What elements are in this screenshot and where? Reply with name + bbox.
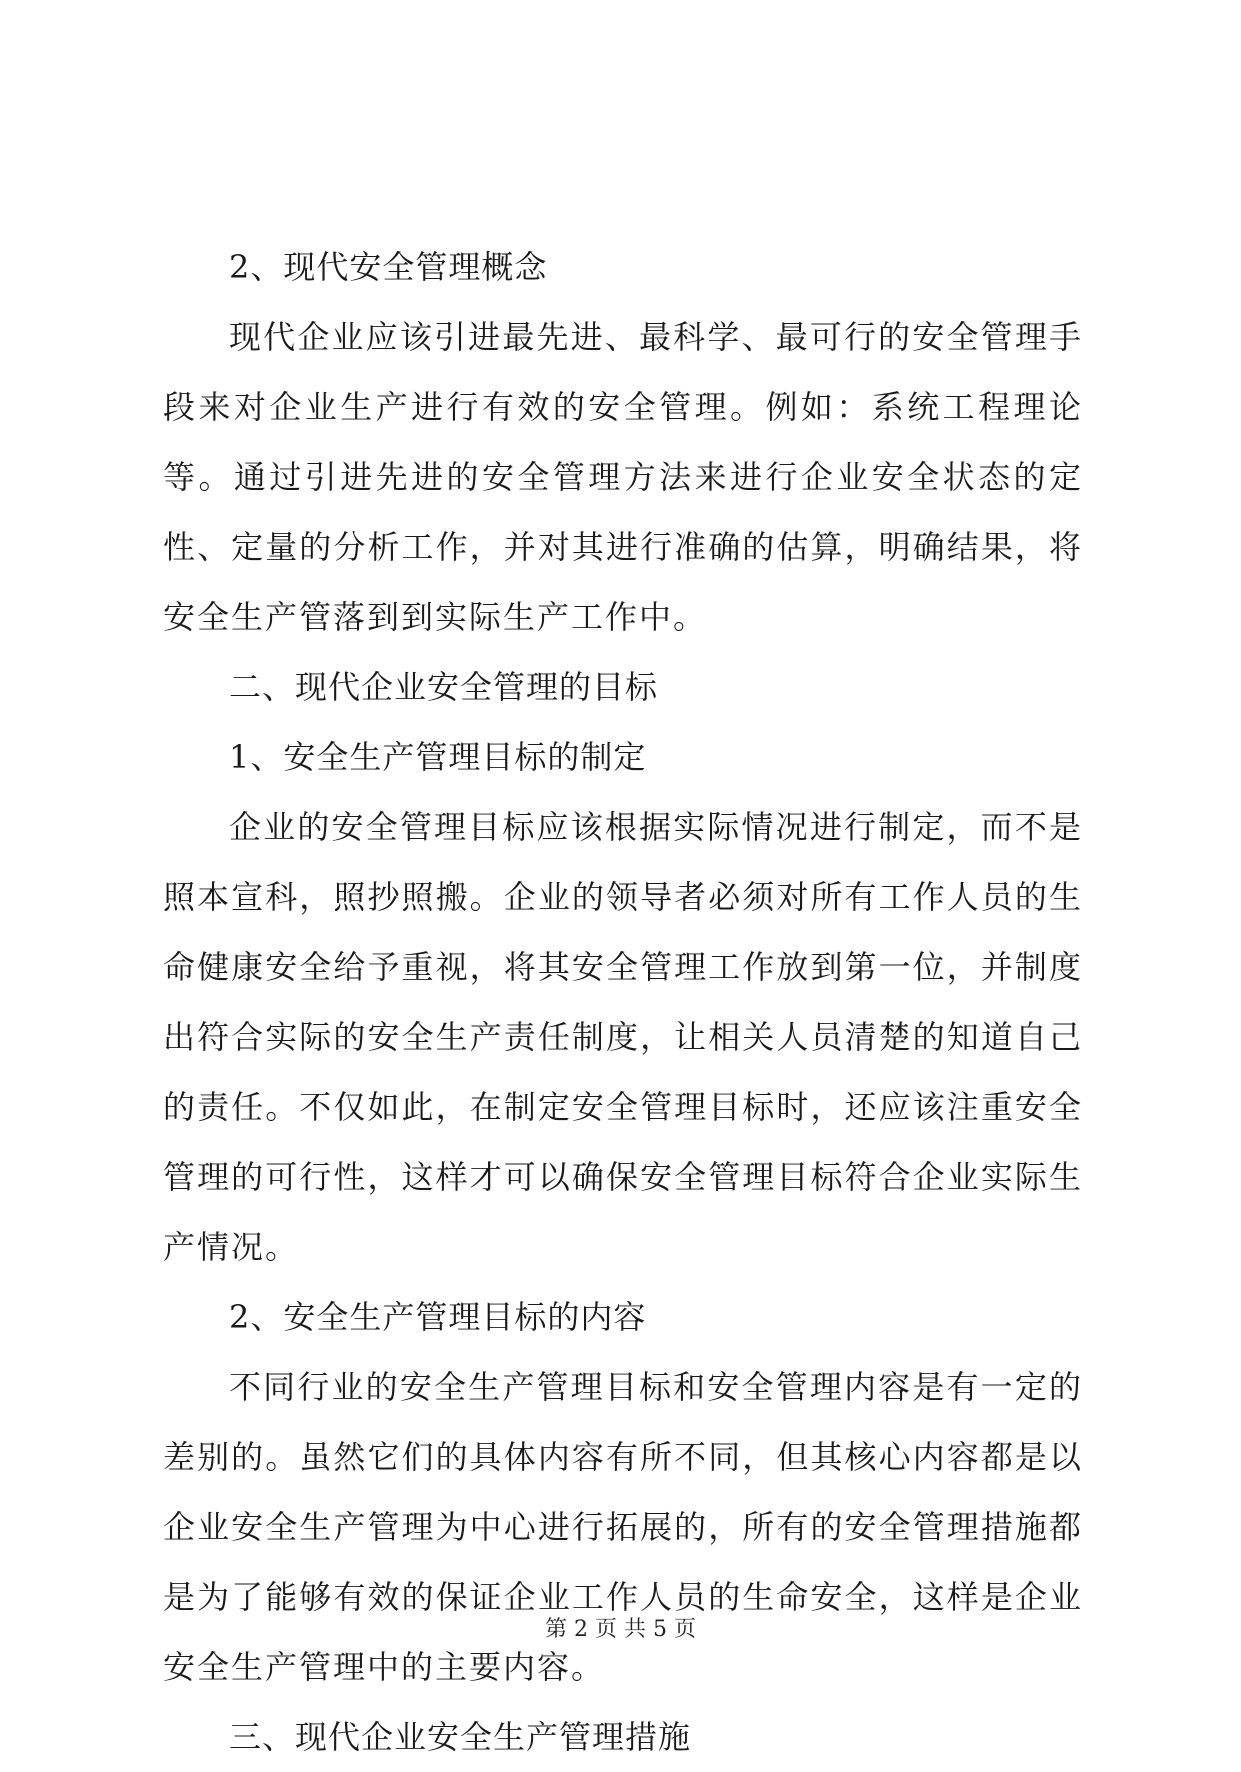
subsection-heading-goal-setting: 1、安全生产管理目标的制定 [229, 738, 647, 776]
section-heading-measures: 三、现代企业安全生产管理措施 [229, 1718, 692, 1756]
section-heading-goals: 二、现代企业安全管理的目标 [229, 668, 659, 706]
paragraph-goal-content: 不同行业的安全生产管理目标和安全管理内容是有一定的差别的。虽然它们的具体内容有所不同，但其核心内容都是以企业安全生产管理为中心进行拓展的，所有的安全管理措施都是为了能够有效的保证企业工作人员的生命安全，这样是企业安全生产管理中的主要内容。 [163, 1368, 1083, 1686]
page-number-footer: 第 2 页 共 5 页 [545, 1617, 696, 1642]
section-heading-concept: 2、现代安全管理概念 [229, 248, 548, 286]
subsection-heading-goal-content: 2、安全生产管理目标的内容 [229, 1298, 647, 1336]
paragraph-goal-setting: 企业的安全管理目标应该根据实际情况进行制定，而不是照本宣科，照抄照搬。企业的领导者必须对所有工作人员的生命健康安全给予重视，将其安全管理工作放到第一位，并制度出符合实际的安全生产责任制度，让相关人员清楚的知道自己的责任。不仅如此，在制定安全管理目标时，还应该注重安全管理的可行性，这样才可以确保安全管理目标符合企业实际生产情况。 [163, 808, 1083, 1266]
document-body [163, 232, 1083, 1772]
paragraph-concept: 现代企业应该引进最先进、最科学、最可行的安全管理手段来对企业生产进行有效的安全管理。例如：系统工程理论等。通过引进先进的安全管理方法来进行企业安全状态的定性、定量的分析工作，并对其进行准确的估算，明确结果，将安全生产管落到到实际生产工作中。 [163, 318, 1083, 636]
